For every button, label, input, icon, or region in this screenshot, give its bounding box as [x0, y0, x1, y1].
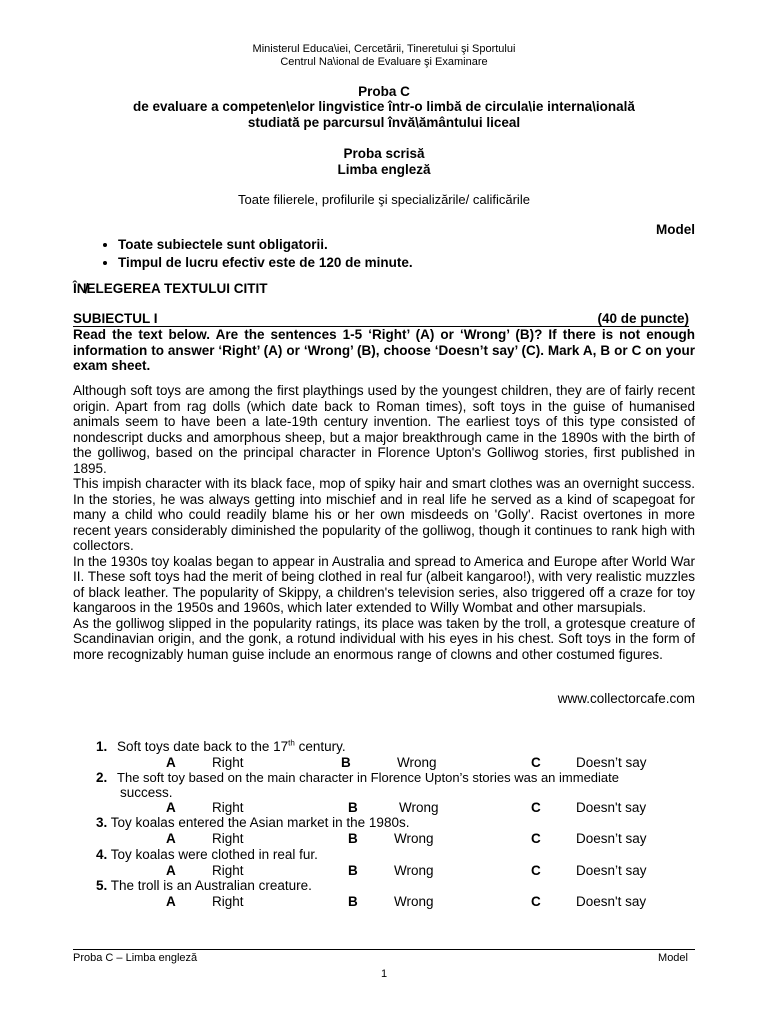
option-a-letter: A [166, 755, 176, 770]
question-text: Toy koalas were clothed in real fur. [110, 847, 318, 862]
option-b-letter: B [348, 800, 358, 815]
section-heading: ÎN̸ELEGEREA TEXTULUI CITIT [73, 281, 268, 296]
instructions: Read the text below. Are the sentences 1-5 ‘Right’ (A) or ‘Wrong’ (B)? If there is not enough information to answer ‘Right’ (A) or ‘Wrong’ (B), choose ‘Doesn’t say’ (C). Mark A, B or C on your exam sheet. [73, 327, 695, 373]
option-a-label: Right [212, 800, 244, 815]
option-a-letter: A [166, 800, 176, 815]
option-a-letter: A [166, 863, 176, 878]
rule-item: • Timpul de lucru efectiv este de 120 de minute. [118, 254, 413, 272]
option-a-label: Right [212, 863, 244, 878]
page-number: 1 [380, 968, 388, 980]
model-label: Model [656, 222, 695, 237]
option-b-label: Wrong [394, 863, 434, 878]
option-a-letter: A [166, 894, 176, 909]
exam-language: Limba engleză [337, 162, 431, 177]
filiere-line: Toate filierele, profilurile şi specializările/ calificările [238, 192, 530, 207]
question-number: 3. [96, 815, 108, 830]
option-b-label: Wrong [394, 894, 434, 909]
question-text: The soft toy based on the main character in Florence Upton’s stories was an immediate [117, 770, 619, 785]
option-c-label: Doesn’t say [576, 755, 647, 770]
subject-title: SUBIECTUL I [73, 311, 158, 326]
option-a-label: Right [212, 755, 244, 770]
option-c-letter: C [531, 863, 541, 878]
subject-line [73, 311, 689, 327]
option-b-letter: B [348, 894, 358, 909]
exam-subtitle-1: de evaluare a competen\elor lingvistice într-o limbă de circula\ie interna\ională [133, 99, 635, 114]
question-number: 1. [96, 739, 108, 754]
source-url: www.collectorcafe.com [557, 691, 695, 706]
footer-model: Model [658, 952, 688, 964]
option-a-letter: A [166, 831, 176, 846]
option-b-label: Wrong [399, 800, 439, 815]
passage-paragraph: In the 1930s toy koalas began to appear in Australia and spread to America and Europe after World War II. These soft toys had the merit of being clothed in real fur (albeit kangaroo!), with very realistic muzzles of black leather. The popularity of Skippy, a children's television series, also triggered off a craze for toy kangaroos in the 1950s and 1960s, which later extended to Willy Wombat and other marsupials. [73, 553, 695, 615]
option-c-letter: C [531, 831, 541, 846]
exam-title: Proba C [358, 84, 410, 99]
question-number: 2. [96, 770, 108, 785]
option-a-label: Right [212, 831, 244, 846]
question-4 [96, 847, 318, 862]
question-number: 4. [96, 847, 108, 862]
exam-type: Proba scrisă [343, 146, 425, 161]
option-b-letter: B [341, 755, 351, 770]
question-text: The troll is an Australian creature. [110, 878, 312, 893]
question-2 [96, 770, 619, 785]
passage-paragraph: Although soft toys are among the first playthings used by the youngest children, they are of fairly recent origin. Apart from rag dolls (which date back to Roman times), soft toys in the guise of humanised animals seem to have been a late-19th century invention. The earliest toys of this type consisted of nondescript ducks and amorphous sheep, but a major breakthrough came in the 1890s with the birth of the golliwog, based on the principal character in Florence Upton's Golliwog stories, first published in 1895. [73, 383, 695, 476]
footer-exam-name: Proba C – Limba engleză [73, 952, 198, 964]
rule-item: • Toate subiectele sunt obligatorii. [118, 236, 413, 254]
question-5 [96, 878, 312, 893]
rules-list [72, 236, 413, 272]
ministry-header: Ministerul Educa\iei, Cercetării, Tineretului şi Sportului [252, 43, 516, 55]
option-b-label: Wrong [394, 831, 434, 846]
question-number: 5. [96, 878, 108, 893]
option-c-label: Doesn't say [576, 894, 647, 909]
question-3 [96, 815, 409, 830]
option-c-letter: C [531, 755, 541, 770]
option-a-label: Right [212, 894, 244, 909]
exam-subtitle-2: studiată pe parcursul învă\ământului liceal [247, 115, 521, 130]
question-text: Toy koalas entered the Asian market in the 1980s. [110, 815, 410, 830]
question-2-cont: success. [120, 785, 173, 800]
footer-divider [73, 949, 695, 950]
reading-passage [73, 383, 695, 662]
question-text: Soft toys date back to the 17th century. [117, 738, 346, 754]
option-b-letter: B [348, 831, 358, 846]
option-c-label: Doesn’t say [576, 831, 647, 846]
passage-paragraph: As the golliwog slipped in the popularity ratings, its place was taken by the troll, a grotesque creature of Scandinavian origin, and the gonk, a rotund individual with his eyes in his chest. Soft toys in the form of more recognizably human guise include an enormous range of clowns and other costumed figures. [73, 615, 695, 662]
option-c-letter: C [531, 894, 541, 909]
option-c-label: Doesn't say [576, 800, 647, 815]
center-header: Centrul Na\ional de Evaluare şi Examinare [280, 56, 488, 68]
question-1 [96, 739, 346, 754]
option-c-letter: C [531, 800, 541, 815]
passage-paragraph: This impish character with its black face, mop of spiky hair and smart clothes was an overnight success. In the stories, he was always getting into mischief and in real life he served as a kind of scapegoat for many a child who could readily blame his or her own misdeeds on 'Golly'. Racist overtones in more recent years considerably diminished the popularity of the golliwog, though it continues to rank high with collectors. [73, 476, 695, 553]
option-b-label: Wrong [397, 755, 437, 770]
subject-points: (40 de puncte) [597, 311, 689, 326]
option-c-label: Doesn’t say [576, 863, 647, 878]
option-b-letter: B [348, 863, 358, 878]
